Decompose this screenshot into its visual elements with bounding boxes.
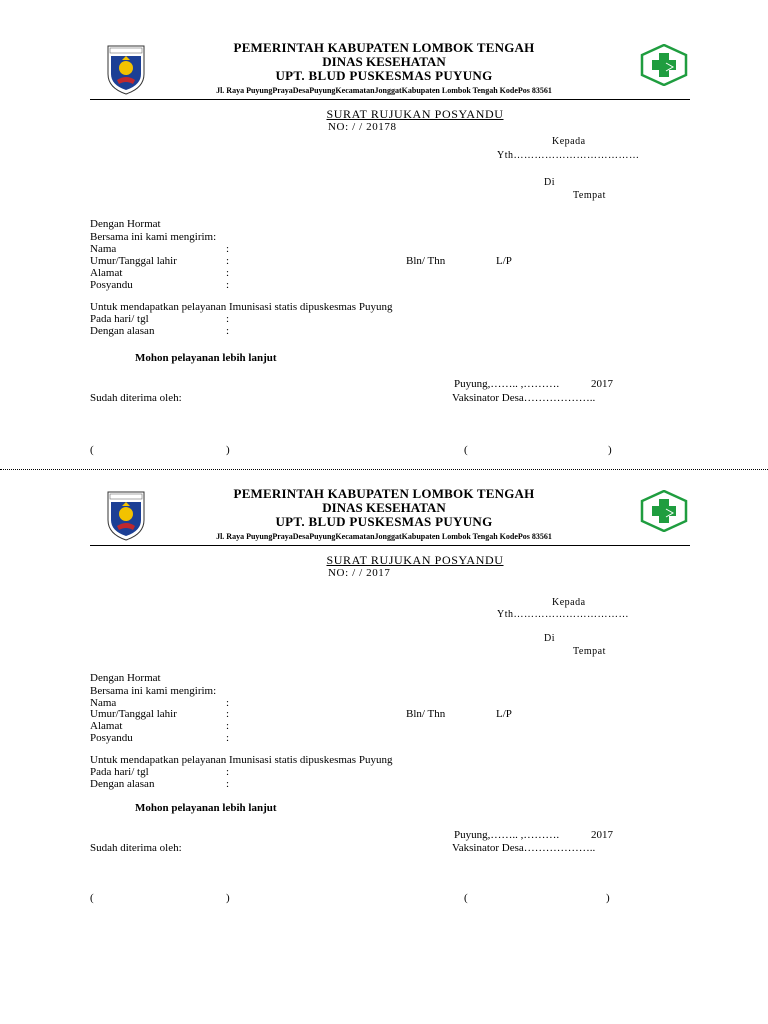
field-posyandu-colon: :	[226, 279, 230, 291]
yth-line: Yth……………………………	[497, 609, 629, 620]
di-label: Di	[544, 177, 555, 188]
signature-left-close: )	[226, 444, 230, 456]
field-posyandu-label: Posyandu	[90, 279, 133, 291]
field-nama-colon: :	[226, 243, 230, 255]
signature-left-open: (	[90, 892, 94, 904]
field-alamat-label: Alamat	[90, 720, 123, 732]
intro-line: Bersama ini kami mengirim:	[90, 685, 217, 697]
referral-form-1	[0, 0, 768, 456]
field-alasan-label: Dengan alasan	[90, 325, 155, 337]
field-tanggal-colon: :	[226, 766, 230, 778]
field-umur-colon: :	[226, 708, 230, 720]
field-alasan-colon: :	[226, 778, 230, 790]
field-umur-label: Umur/Tanggal lahir	[90, 708, 177, 720]
field-nama-label: Nama	[90, 243, 117, 255]
yth-line: Yth………………………………	[497, 150, 640, 161]
field-posyandu-label: Posyandu	[90, 732, 133, 744]
field-nama-colon: :	[226, 697, 230, 709]
header-address: Jl. Raya PuyungPrayaDesaPuyungKecamatanJonggatKabupaten Lombok Tengah KodePos 83561	[216, 532, 552, 541]
tempat-label: Tempat	[573, 646, 606, 657]
purpose-line: Untuk mendapatkan pelayanan Imunisasi statis dipuskesmas Puyung	[90, 301, 393, 313]
kepada-label: Kepada	[552, 597, 586, 608]
gender-label: L/P	[496, 708, 512, 720]
request-line: Mohon pelayanan lebih lanjut	[135, 802, 277, 814]
referral-form-2	[0, 446, 768, 904]
signature-left-open: (	[90, 444, 94, 456]
gender-label: L/P	[496, 255, 512, 267]
place-date-line: Puyung,…….. ,……….	[454, 378, 560, 390]
bln-thn-label: Bln/ Thn	[406, 708, 446, 720]
field-tanggal-label: Pada hari/ tgl	[90, 766, 149, 778]
signature-right-close: )	[606, 892, 610, 904]
header-government: PEMERINTAH KABUPATEN LOMBOK TENGAH	[233, 486, 535, 501]
greeting: Dengan Hormat	[90, 672, 161, 684]
field-alamat-label: Alamat	[90, 267, 123, 279]
signature-left-close: )	[226, 892, 230, 904]
signature-right-open: (	[464, 892, 468, 904]
place-date-year: 2017	[591, 829, 613, 841]
field-alamat-colon: :	[226, 720, 230, 732]
header-department: DINAS KESEHATAN	[322, 54, 446, 69]
tempat-label: Tempat	[573, 190, 606, 201]
signature-right-close: )	[608, 444, 612, 456]
header-department: DINAS KESEHATAN	[322, 500, 446, 515]
place-date-year: 2017	[591, 378, 613, 390]
bln-thn-label: Bln/ Thn	[406, 255, 446, 267]
received-by-label: Sudah diterima oleh:	[90, 392, 182, 404]
signature-right-open: (	[464, 444, 468, 456]
purpose-line: Untuk mendapatkan pelayanan Imunisasi statis dipuskesmas Puyung	[90, 754, 393, 766]
intro-line: Bersama ini kami mengirim:	[90, 231, 217, 243]
request-line: Mohon pelayanan lebih lanjut	[135, 352, 277, 364]
field-tanggal-colon: :	[226, 313, 230, 325]
field-nama-label: Nama	[90, 697, 117, 709]
kepada-label: Kepada	[552, 136, 586, 147]
document-number: NO: / / 2017	[328, 567, 391, 579]
header-address: Jl. Raya PuyungPrayaDesaPuyungKecamatanJonggatKabupaten Lombok Tengah KodePos 83561	[216, 86, 552, 95]
field-umur-label: Umur/Tanggal lahir	[90, 255, 177, 267]
field-alamat-colon: :	[226, 267, 230, 279]
header-rule	[90, 545, 690, 546]
document-title: SURAT RUJUKAN POSYANDU	[326, 107, 504, 121]
field-alasan-label: Dengan alasan	[90, 778, 155, 790]
vaccinator-line: Vaksinator Desa………………..	[452, 842, 596, 854]
header-rule	[90, 99, 690, 100]
header-puskesmas: UPT. BLUD PUSKESMAS PUYUNG	[275, 514, 493, 529]
place-date-line: Puyung,…….. ,……….	[454, 829, 560, 841]
vaccinator-line: Vaksinator Desa………………..	[452, 392, 596, 404]
document-number: NO: / / 20178	[328, 121, 397, 133]
header-government: PEMERINTAH KABUPATEN LOMBOK TENGAH	[233, 40, 535, 55]
header-puskesmas: UPT. BLUD PUSKESMAS PUYUNG	[275, 68, 493, 83]
received-by-label: Sudah diterima oleh:	[90, 842, 182, 854]
greeting: Dengan Hormat	[90, 218, 161, 230]
field-umur-colon: :	[226, 255, 230, 267]
field-alasan-colon: :	[226, 325, 230, 337]
field-tanggal-label: Pada hari/ tgl	[90, 313, 149, 325]
di-label: Di	[544, 633, 555, 644]
field-posyandu-colon: :	[226, 732, 230, 744]
document-title: SURAT RUJUKAN POSYANDU	[326, 553, 504, 567]
